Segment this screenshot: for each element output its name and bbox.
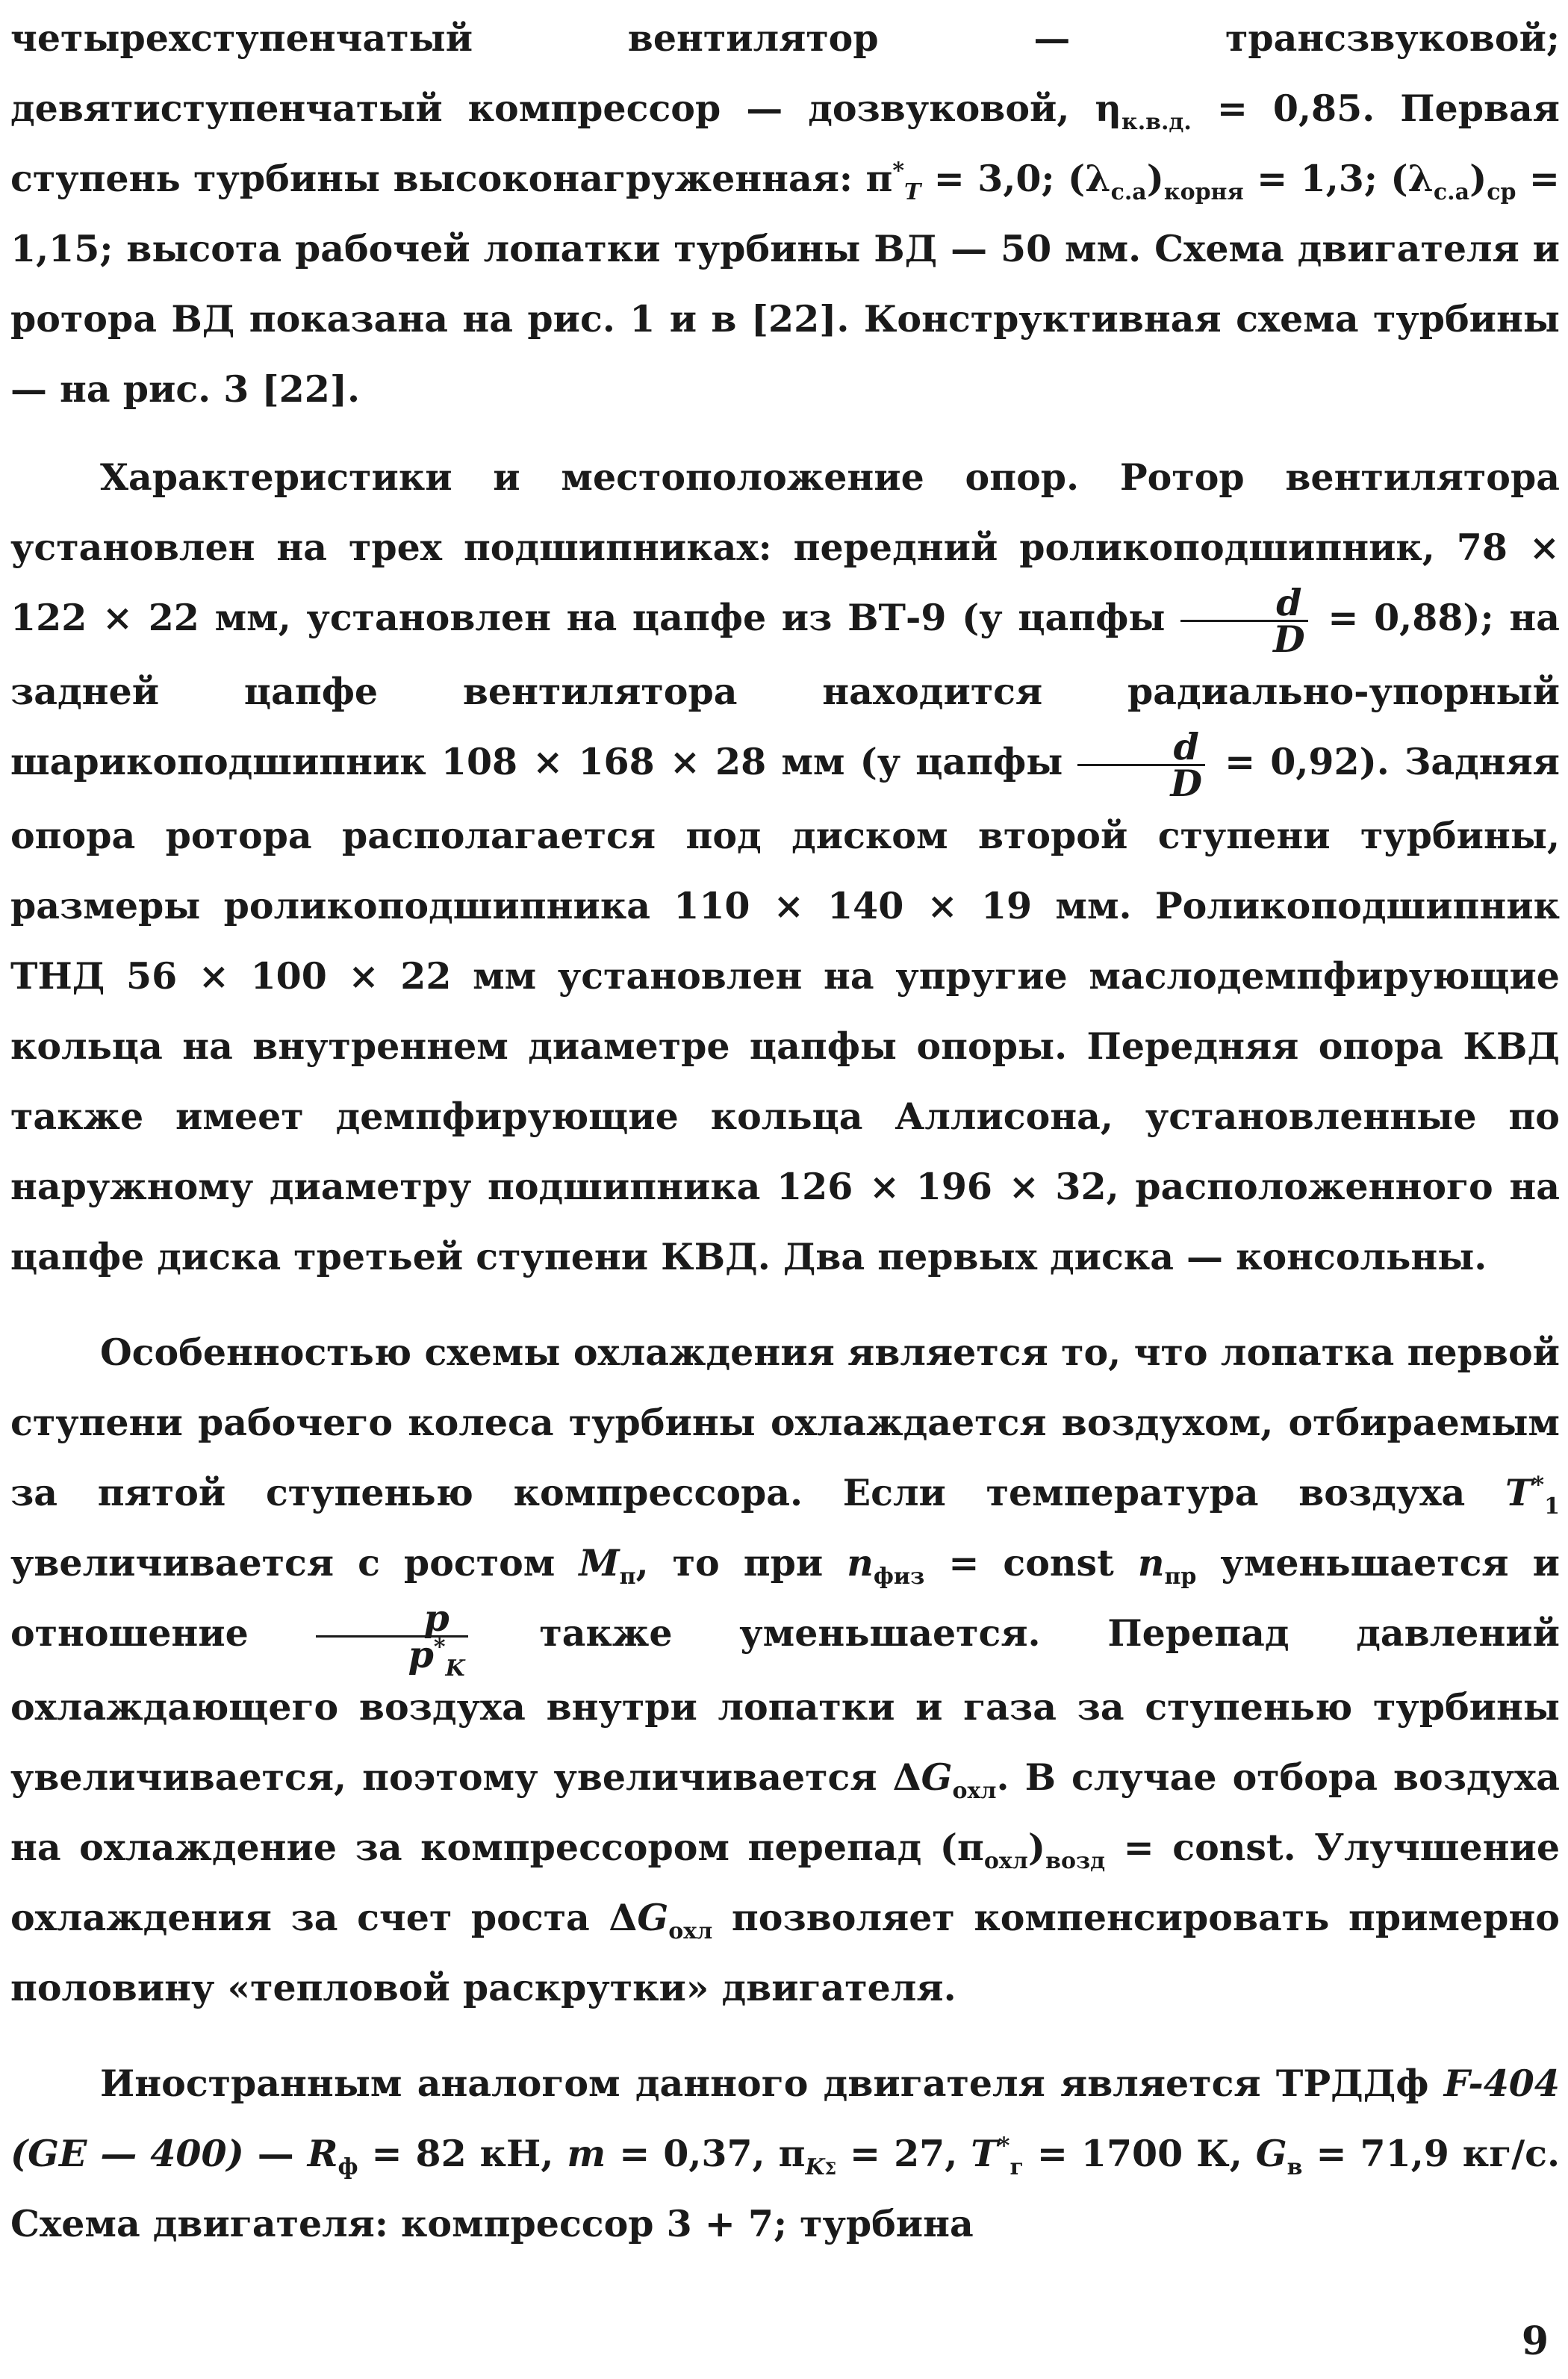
subscript: физ: [873, 1563, 925, 1590]
text-segment: = 82 кН,: [358, 2132, 567, 2175]
subscript: с.а: [1433, 178, 1470, 205]
text-segment: Иностранным аналогом данного двигателя является ТРДДф: [100, 2062, 1444, 2105]
math-symbol: G: [921, 1756, 953, 1799]
fraction-numerator: d: [1077, 730, 1205, 766]
text-segment: ): [1146, 157, 1164, 200]
subscript: охл: [952, 1777, 997, 1804]
text-segment: ): [1027, 1826, 1046, 1869]
subscript: п: [619, 1563, 636, 1590]
subscript: в: [1287, 2153, 1303, 2180]
fraction-denominator: [316, 1633, 468, 1682]
fraction-numerator: p: [316, 1601, 468, 1638]
subscript: к.в.д.: [1121, 108, 1192, 135]
text-segment: = 0,85. Первая ступень турбины высоконагруженная: π: [10, 87, 1560, 200]
text-segment: также уменьшается. Перепад давлений охлаждающего воздуха внутри лопатки и газа за ступенью турбины увеличивается, поэтому увеличивается Δ: [10, 1611, 1560, 1799]
fraction-denominator: D: [1170, 762, 1202, 805]
paragraph-fan-compressor: [10, 3, 1560, 424]
subscript: K: [445, 1655, 465, 1682]
math-symbol: n: [1137, 1541, 1165, 1585]
subscript: охл: [983, 1847, 1028, 1874]
text-segment: уменьшается и отношение: [10, 1541, 1560, 1655]
text-segment: = 71,9 кг/с. Схема двигателя: компрессор 3 + 7; турбина: [10, 2132, 1561, 2245]
text-segment: ): [1469, 157, 1487, 200]
superscript: *: [998, 2133, 1010, 2159]
subscript: корня: [1163, 178, 1244, 205]
text-segment: Особенностью схемы охлаждения является то, что лопатка первой ступени рабочего колеса турбины охлаждается воздухом, отбираемым за пятой ступенью компрессора. Если температура воздуха: [10, 1331, 1560, 1514]
subscript: г: [1009, 2153, 1024, 2180]
math-symbol: T: [1505, 1471, 1533, 1514]
text-segment: —: [243, 2132, 308, 2175]
paragraph-cooling: [10, 1317, 1560, 2023]
math-symbol: R: [307, 2132, 338, 2175]
subscript: возд: [1045, 1847, 1106, 1874]
math-symbol: T: [971, 2132, 998, 2175]
subscript: пр: [1164, 1563, 1197, 1590]
superscript: *: [892, 158, 905, 184]
engine-model: F-404 (GE — 400): [10, 2062, 1560, 2175]
subscript: Σ: [824, 2159, 837, 2179]
text-segment: = 1700 К,: [1023, 2132, 1256, 2175]
math-symbol: M: [579, 1541, 620, 1585]
paragraph-bearings: [10, 442, 1560, 1292]
text-segment: = const. Улучшение охлаждения за счет роста Δ: [10, 1826, 1560, 1939]
subscript: ф: [337, 2153, 358, 2180]
text-segment: = const: [924, 1541, 1138, 1585]
subscript: 1: [1544, 1493, 1560, 1520]
page-number: 9: [1521, 2319, 1549, 2364]
text-segment: = 1,15; высота рабочей лопатки турбины ВД — 50 мм. Схема двигателя и ротора ВД показана на рис. 1 и в [22]. Конструктивная схема турбины — на рис. 3 [22].: [10, 157, 1560, 411]
fraction-p-over-pk: [316, 1596, 468, 1682]
text-segment: четырехступенчатый вентилятор — трансзвуковой; девятиступенчатый компрессор — дозвуковой, η: [10, 16, 1560, 130]
math-symbol: p: [408, 1633, 434, 1676]
text-segment: = 1,3; (λ: [1243, 157, 1434, 200]
superscript: *: [1532, 1472, 1545, 1499]
math-symbol: G: [637, 1896, 669, 1939]
text-segment: = 0,92). Задняя опора ротора располагается под диском второй ступени турбины, размеры роликоподшипника 110 × 140 × 19 мм. Роликоподшипник ТНД 56 × 100 × 22 мм установлен на упругие маслодемпфирующие кольца на внутреннем диаметре цапфы опоры. Передняя опора КВД также имеет демпфирующие кольца Аллисона, установленные по наружному диаметру подшипника 126 × 196 × 32, расположенного на цапфе диска третьей ступени КВД. Два первых диска — консольны.: [10, 740, 1560, 1278]
fraction-d-over-D: [1180, 581, 1308, 661]
text-segment: = 27,: [836, 2132, 971, 2175]
fraction-numerator: d: [1180, 585, 1308, 622]
math-symbol: n: [847, 1541, 874, 1585]
math-symbol: m: [567, 2132, 606, 2175]
fraction-denominator: D: [1273, 618, 1305, 661]
subscript: с.а: [1110, 178, 1147, 205]
text-segment: Ротор вентилятора установлен на трех подшипниках: передний роликоподшипник, 78 × 122 × 22 мм, установлен на цапфе из ВТ-9 (у цапфы: [10, 455, 1560, 639]
superscript: *: [433, 1634, 446, 1661]
fraction-d-over-D: [1077, 725, 1205, 805]
paragraph-foreign-analog: [10, 2048, 1560, 2259]
text-segment: = 3,0; (λ: [921, 157, 1111, 200]
math-symbol: G: [1255, 2132, 1287, 2175]
math-symbol: K: [805, 2153, 825, 2180]
subscript: [805, 2154, 836, 2180]
subscript: T: [904, 178, 921, 205]
text-segment: увеличивается с ростом: [10, 1541, 579, 1585]
section-heading: Характеристики и местоположение опор.: [100, 455, 1080, 499]
text-segment: позволяет компенсировать примерно половину «тепловой раскрутки» двигателя.: [10, 1896, 1560, 2009]
text-segment: = 0,88); на задней цапфе вентилятора находится радиально-упорный шарикоподшипник 108 × 168 × 28 мм (у цапфы: [10, 596, 1560, 783]
text-segment: = 0,37, π: [606, 2132, 806, 2175]
text-segment: , то при: [635, 1541, 847, 1585]
subscript: охл: [668, 1918, 713, 1944]
subscript: ср: [1487, 178, 1516, 205]
page-body: [10, 3, 1560, 2259]
text-segment: . В случае отбора воздуха на охлаждение за компрессором перепад (π: [10, 1756, 1560, 1869]
